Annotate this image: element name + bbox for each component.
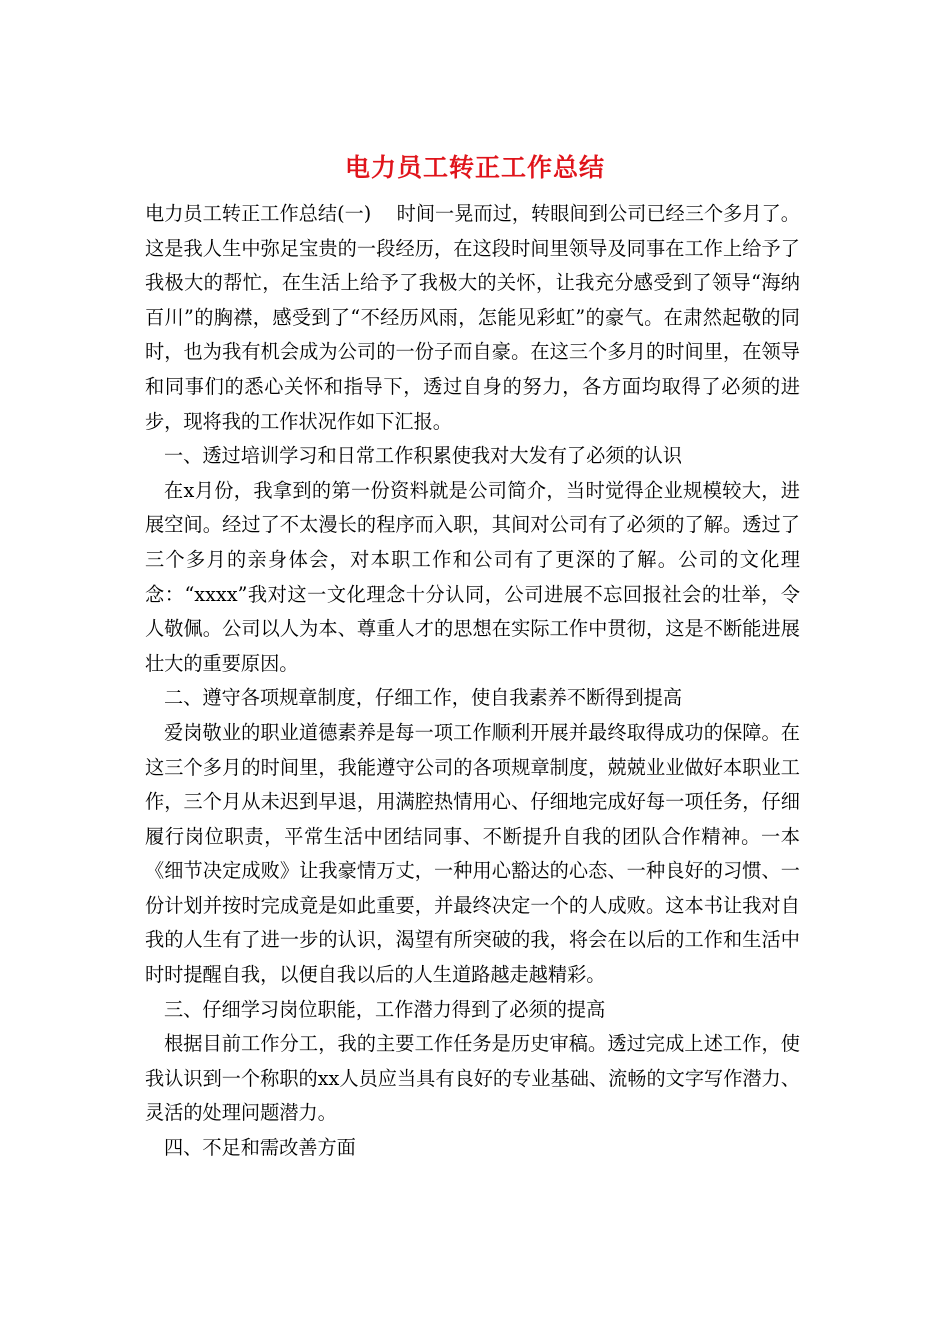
section-heading-3: 三、仔细学习岗位职能，工作潜力得到了必须的提高 <box>164 997 606 1021</box>
paragraph-section-2: 爱岗敬业的职业道德素养是每一项工作顺利开展并最终取得成功的保障。在这三个多月的时间里，我能遵守公司的各项规章制度，兢兢业业做好本职业工作，三个月从未迟到早退，用满腔热情用心、仔细地完成好每一项任务，仔细履行岗位职责，平常生活中团结同事、不断提升自我的团队合作精神。一本《细节决定成败》让我豪情万丈，一种用心豁达的心态、一种良好的习惯、一份计划并按时完成竟是如此重要，并最终决定一个的人成败。这本书让我对自我的人生有了进一步的认识，渴望有所突破的我，将会在以后的工作和生活中时时提醒自我，以便自我以后的人生道路越走越精彩。 <box>145 720 800 987</box>
section-heading-2: 二、遵守各项规章制度，仔细工作，使自我素养不断得到提高 <box>164 686 683 710</box>
paragraph-intro: 电力员工转正工作总结(一) 时间一晃而过，转眼间到公司已经三个多月了。这是我人生中弥足宝贵的一段经历，在这段时间里领导及同事在工作上给予了我极大的帮忙，在生活上给予了我极大的关怀，让我充分感受到了领导“海纳百川”的胸襟，感受到了“不经历风雨，怎能见彩虹”的豪气。在肃然起敬的同时，也为我有机会成为公司的一份子而自豪。在这三个多月的时间里，在领导和同事们的悉心关怀和指导下，透过自身的努力，各方面均取得了必须的进步，现将我的工作状况作如下汇报。 <box>145 202 800 433</box>
paragraph-section-3: 根据目前工作分工，我的主要工作任务是历史审稿。透过完成上述工作，使我认识到一个称职的xx人员应当具有良好的专业基础、流畅的文字写作潜力、灵活的处理问题潜力。 <box>145 1032 800 1125</box>
paragraph-section-1: 在x月份，我拿到的第一份资料就是公司简介，当时觉得企业规模较大，进展空间。经过了不太漫长的程序而入职，其间对公司有了必须的了解。透过了三个多月的亲身体会，对本职工作和公司有了更深的了解。公司的文化理念：“xxxx”我对这一文化理念十分认同，公司进展不忘回报社会的壮举，令人敬佩。公司以人为本、尊重人才的思想在实际工作中贯彻，这是不断能进展壮大的重要原因。 <box>145 478 800 675</box>
document-title: 电力员工转正工作总结 <box>344 153 605 182</box>
section-heading-1: 一、透过培训学习和日常工作积累使我对大发有了必须的认识 <box>164 444 683 468</box>
section-heading-4: 四、不足和需改善方面 <box>164 1136 356 1160</box>
document-body <box>145 197 800 1166</box>
